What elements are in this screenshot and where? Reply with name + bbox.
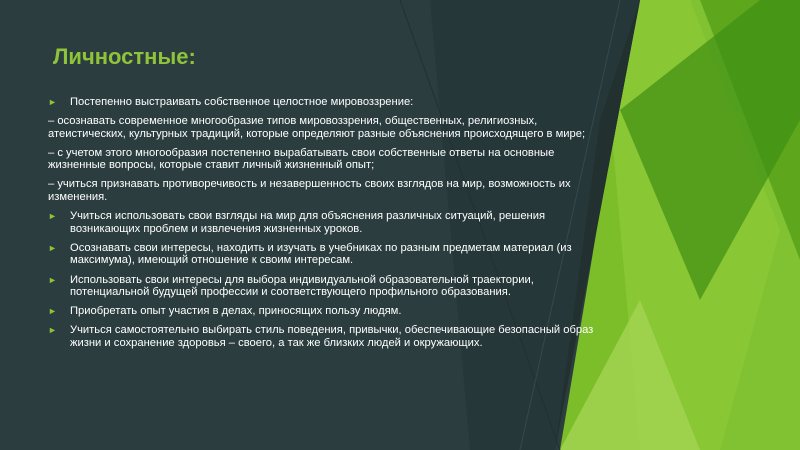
slide-title: Личностные: [53, 44, 196, 69]
arrow-bullet-icon: ► [48, 325, 57, 336]
list-item [48, 96, 608, 109]
arrow-bullet-icon: ► [48, 306, 57, 317]
list-item-text: Использовать свои интересы для выбора индивидуальной образовательной траектории, потенциальной будущей профессии и соответствующего профильного образования. [70, 273, 534, 299]
list-item-text: Учиться самостоятельно выбирать стиль поведения, привычки, обеспечивающие безопасный образ жизни и сохранение здоровья – своего, а так же близких людей и окружающих. [70, 324, 594, 349]
list-item [48, 147, 608, 172]
list-item-text: – осознавать современное многообразие типов мировоззрения, общественных, религиозных, атеистических, культурных традиций, которые определяют разные объяснения происходящего в мире; [48, 115, 586, 140]
list-item-text: Постепенно выстраивать собственное целостное мировоззрение: [70, 96, 414, 108]
list-item-text: Приобретать опыт участия в делах, приносящих пользу людям. [70, 305, 402, 318]
arrow-bullet-icon: ► [48, 242, 57, 253]
list-item [48, 324, 608, 349]
list-item-text: Осознавать свои интересы, находить и изучать в учебниках по разным предметам материал (из максимума), имеющий отношение к своим интересам. [70, 241, 572, 267]
arrow-bullet-icon: ► [48, 97, 57, 107]
list-item [48, 115, 608, 140]
slide-content [48, 96, 608, 356]
list-item-text: – с учетом этого многообразия постепенно вырабатывать свои собственные ответы на основные жизненные вопросы, которые ставит личный жизненный опыт; [48, 146, 555, 172]
arrow-bullet-icon: ► [48, 274, 57, 285]
list-item [48, 274, 608, 299]
list-item [48, 305, 608, 318]
arrow-bullet-icon: ► [48, 211, 57, 222]
list-item [48, 242, 608, 267]
list-item [48, 178, 608, 203]
list-item [48, 210, 608, 235]
list-item-text: Учиться использовать свои взгляды на мир для объяснения различных ситуаций, решения возникающих проблем и извлечения жизненных уроков. [70, 210, 546, 235]
list-item-text: – учиться признавать противоречивость и незавершенность своих взглядов на мир, возможность их изменения. [48, 178, 571, 204]
